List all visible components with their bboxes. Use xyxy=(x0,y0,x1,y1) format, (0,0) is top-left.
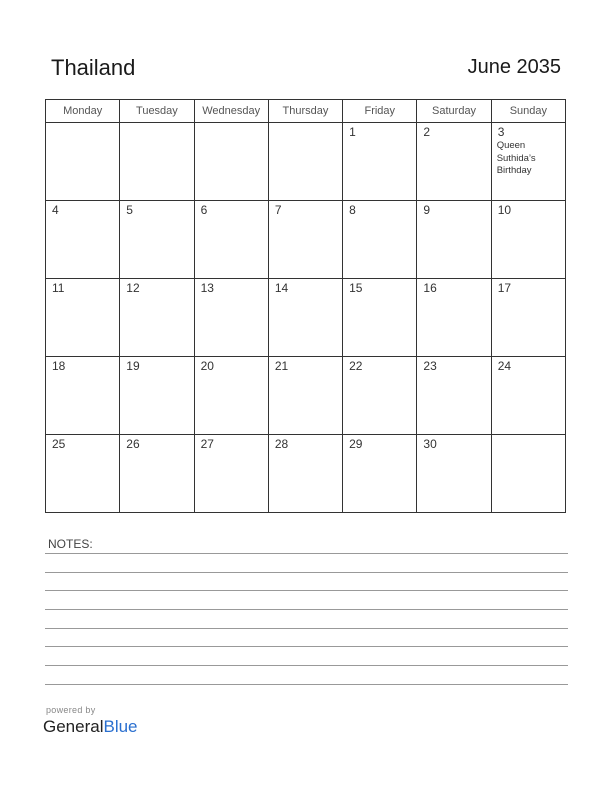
day-cell xyxy=(343,279,417,357)
day-cell xyxy=(268,435,342,513)
day-number: 15 xyxy=(349,281,363,295)
week-row xyxy=(46,279,566,357)
day-number: 29 xyxy=(349,437,363,451)
day-number: 16 xyxy=(423,281,437,295)
holiday-label: Queen Suthida’s Birthday xyxy=(496,140,536,176)
day-number: 22 xyxy=(349,359,363,373)
day-cell xyxy=(343,435,417,513)
day-cell xyxy=(268,357,342,435)
notes-line xyxy=(45,590,568,591)
day-number: 18 xyxy=(52,359,66,373)
notes-line xyxy=(45,553,568,554)
day-number: 6 xyxy=(200,203,208,217)
day-cell xyxy=(194,201,268,279)
day-cell xyxy=(268,279,342,357)
day-number: 23 xyxy=(423,359,437,373)
weekday-thursday: Thursday xyxy=(268,100,342,123)
day-number: 14 xyxy=(274,281,289,295)
day-cell xyxy=(194,357,268,435)
day-cell xyxy=(120,123,194,201)
notes-line xyxy=(45,609,568,610)
day-number: 7 xyxy=(274,203,282,217)
day-cell xyxy=(46,201,120,279)
day-cell xyxy=(417,357,491,435)
logo-blue-text: Blue xyxy=(103,717,138,736)
logo-general-text: General xyxy=(43,717,104,736)
day-cell xyxy=(194,435,268,513)
day-number: 5 xyxy=(126,203,133,217)
day-number: 11 xyxy=(52,281,65,295)
day-cell xyxy=(194,279,268,357)
day-number: 8 xyxy=(349,203,356,217)
day-number: 12 xyxy=(126,281,140,295)
day-cell xyxy=(417,123,491,201)
notes-line xyxy=(45,628,568,629)
day-cell xyxy=(46,435,120,513)
day-number: 21 xyxy=(274,359,289,373)
day-number: 17 xyxy=(497,281,512,295)
day-cell xyxy=(491,201,565,279)
day-number: 3 xyxy=(497,125,505,139)
day-number: 4 xyxy=(52,203,59,217)
day-cell xyxy=(491,123,565,201)
day-cell xyxy=(343,201,417,279)
day-number: 20 xyxy=(200,359,214,373)
day-cell xyxy=(194,123,268,201)
day-cell xyxy=(417,201,491,279)
day-cell xyxy=(268,201,342,279)
day-number: 19 xyxy=(126,359,140,373)
notes-line xyxy=(45,684,568,685)
day-cell xyxy=(417,435,491,513)
day-cell xyxy=(46,123,120,201)
day-cell xyxy=(120,357,194,435)
generalblue-logo xyxy=(43,717,138,737)
day-number: 10 xyxy=(497,203,512,217)
day-number: 26 xyxy=(126,437,140,451)
day-cell xyxy=(120,435,194,513)
week-row xyxy=(46,435,566,513)
weekday-wednesday: Wednesday xyxy=(194,100,268,123)
powered-by-text: powered by xyxy=(46,705,96,715)
day-cell xyxy=(268,123,342,201)
week-row xyxy=(46,357,566,435)
day-cell xyxy=(46,279,120,357)
weekday-tuesday: Tuesday xyxy=(120,100,194,123)
day-cell xyxy=(46,357,120,435)
weekday-header-row xyxy=(46,100,566,123)
day-number: 27 xyxy=(200,437,214,451)
day-number: 2 xyxy=(423,125,431,139)
day-number: 24 xyxy=(497,359,512,373)
day-number: 13 xyxy=(200,281,214,295)
day-number: 9 xyxy=(423,203,431,217)
day-cell xyxy=(120,201,194,279)
weekday-saturday: Saturday xyxy=(417,100,491,123)
notes-label: NOTES: xyxy=(48,537,93,551)
week-row xyxy=(46,201,566,279)
day-number: 30 xyxy=(423,437,437,451)
week-row xyxy=(46,123,566,201)
notes-line xyxy=(45,665,568,666)
day-cell xyxy=(417,279,491,357)
weekday-sunday: Sunday xyxy=(491,100,565,123)
notes-line xyxy=(45,572,568,573)
day-cell xyxy=(491,357,565,435)
day-cell xyxy=(343,357,417,435)
month-title: June 2035 xyxy=(467,56,561,78)
weekday-friday: Friday xyxy=(343,100,417,123)
weekday-monday: Monday xyxy=(46,100,120,123)
day-number: 28 xyxy=(274,437,289,451)
day-cell xyxy=(343,123,417,201)
calendar-grid xyxy=(45,99,566,513)
day-cell xyxy=(120,279,194,357)
day-cell xyxy=(491,279,565,357)
notes-line xyxy=(45,646,568,647)
day-number: 1 xyxy=(349,125,356,139)
day-cell xyxy=(491,435,565,513)
day-number: 25 xyxy=(52,437,66,451)
country-title: Thailand xyxy=(51,55,136,80)
